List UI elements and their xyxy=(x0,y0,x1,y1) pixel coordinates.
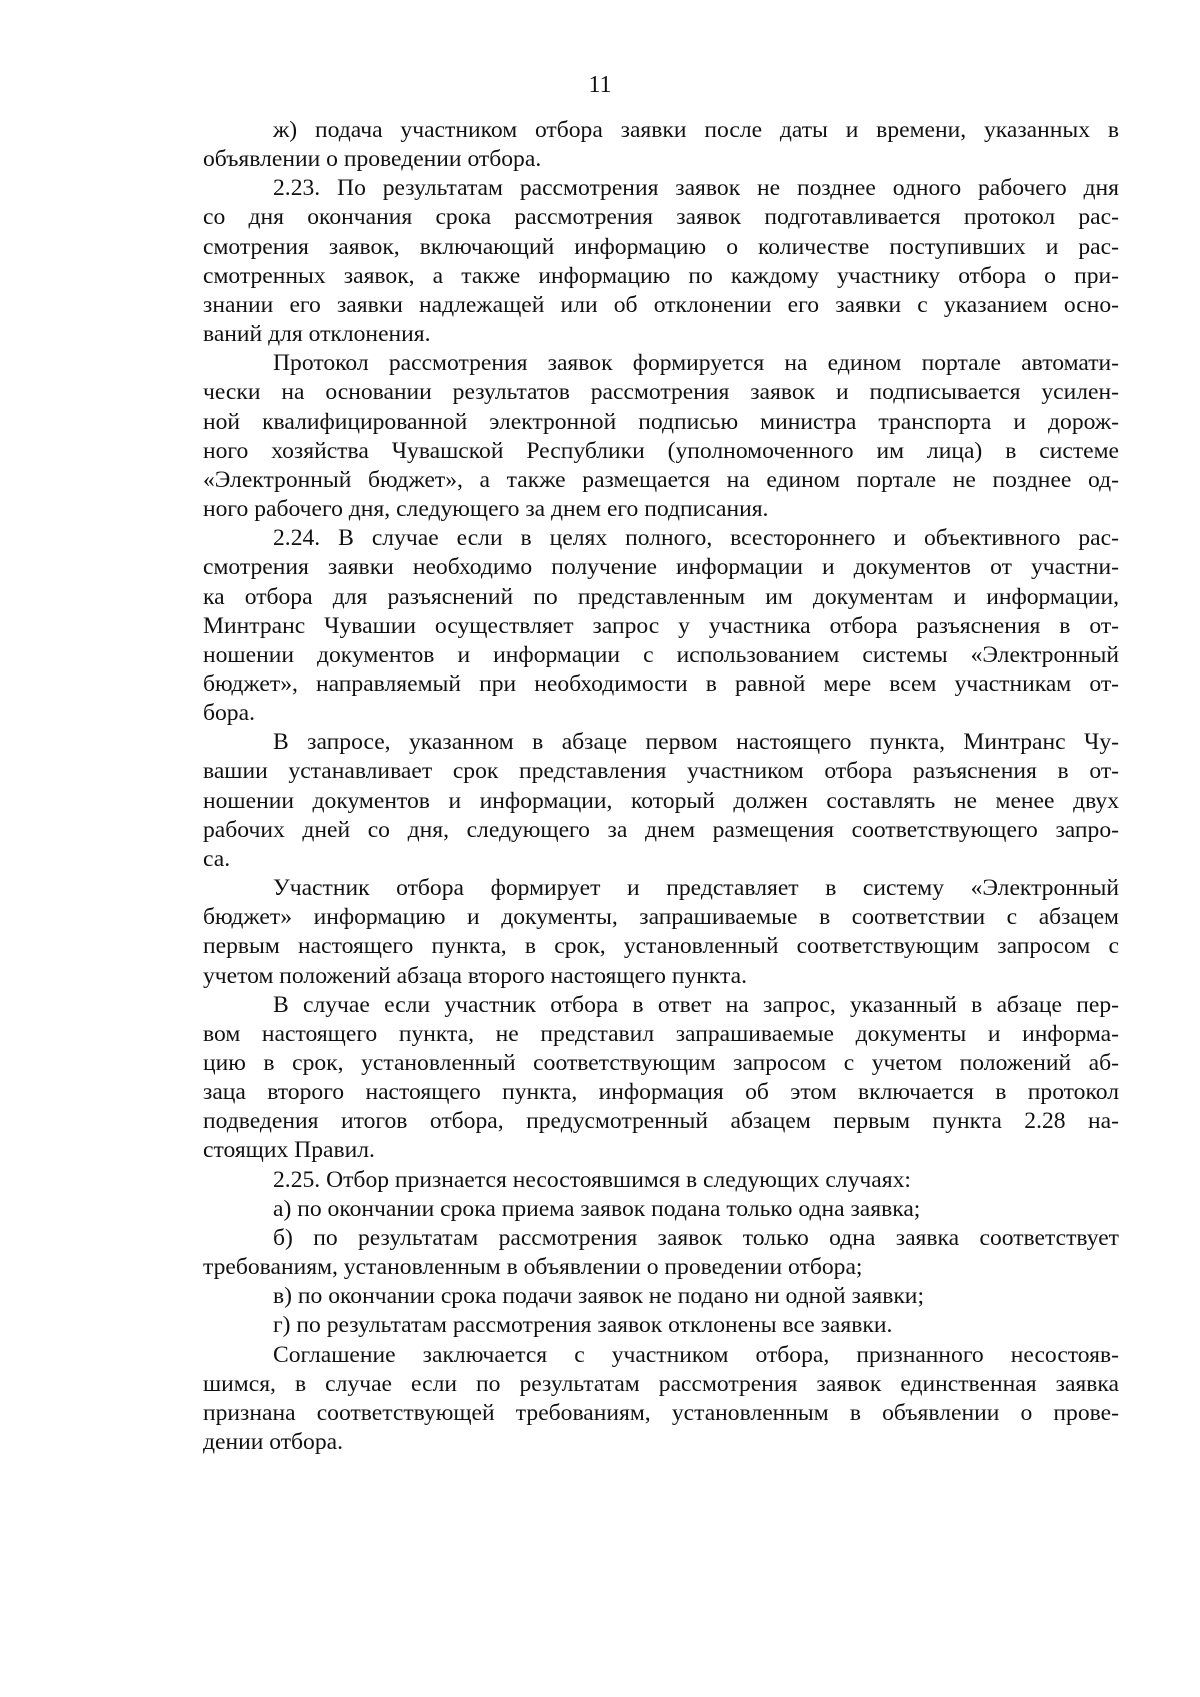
paragraph-line: Соглашение заключается с участником отбора, признанного несостояв- xyxy=(273,1341,1119,1368)
paragraph-line: 2.24. В случае если в целях полного, всестороннего и объективного рас- xyxy=(273,525,1119,552)
paragraph xyxy=(203,1166,1119,1195)
paragraph-line: ношении документов и информации, который должен составлять не менее двух xyxy=(203,787,1119,814)
paragraph-line: ной квалифицированной электронной подписью министра транспорта и дорож- xyxy=(203,408,1119,435)
paragraph-line: рабочих дней со дня, следующего за днем размещения соответствующего запро- xyxy=(203,816,1119,843)
paragraph-line: стоящих Правил. xyxy=(203,1137,375,1164)
paragraph-line: б) по результатам рассмотрения заявок только одна заявка соответствует xyxy=(273,1224,1119,1251)
page-number: 11 xyxy=(588,72,612,98)
paragraph-line: 2.23. По результатам рассмотрения заявок не позднее одного рабочего дня xyxy=(273,175,1119,202)
paragraph xyxy=(203,116,1119,174)
paragraph-line: вом настоящего пункта, не представил запрашиваемые документы и информа- xyxy=(203,1020,1119,1047)
paragraph xyxy=(203,524,1119,728)
paragraph-line: цию в срок, установленный соответствующим запросом с учетом положений аб- xyxy=(203,1050,1119,1076)
paragraph-line: смотрения заявки необходимо получение информации и документов от участни- xyxy=(203,554,1119,581)
paragraph-line: чески на основании результатов рассмотрения заявок и подписывается усилен- xyxy=(203,379,1119,406)
paragraph-line: требованиям, установленным в объявлении о проведении отбора; xyxy=(203,1254,863,1281)
paragraph-line: а) по окончании срока приема заявок подана только одна заявка; xyxy=(273,1195,921,1222)
paragraph-line: В случае если участник отбора в ответ на запрос, указанный в абзаце пер- xyxy=(273,991,1119,1018)
paragraph xyxy=(203,1282,1119,1311)
paragraph-line: шимся, в случае если по результатам рассмотрения заявок единственная заявка xyxy=(203,1370,1119,1397)
paragraph-line: В запросе, указанном в абзаце первом настоящего пункта, Минтранс Чу- xyxy=(273,729,1119,756)
paragraph-line: Минтранс Чувашии осуществляет запрос у участника отбора разъяснения в от- xyxy=(203,612,1119,639)
paragraph-line: «Электронный бюджет», а также размещается на едином портале не позднее од- xyxy=(203,466,1119,493)
paragraph-line: бюджет», направляемый при необходимости в равной мере всем участникам от- xyxy=(203,670,1119,697)
paragraph-line: первым настоящего пункта, в срок, установленный соответствующим запросом с xyxy=(203,933,1119,960)
paragraph-line: г) по результатам рассмотрения заявок отклонены все заявки. xyxy=(273,1312,893,1339)
paragraph-line: дении отбора. xyxy=(203,1429,344,1456)
paragraph xyxy=(203,174,1119,349)
paragraph-line: подведения итогов отбора, предусмотренный абзацем первым пункта 2.28 на- xyxy=(203,1108,1119,1135)
paragraph-line: ка отбора для разъяснений по представленным им документам и информации, xyxy=(203,583,1119,610)
paragraph xyxy=(203,1341,1119,1458)
paragraph-line: бора. xyxy=(203,700,255,727)
paragraph-line: признана соответствующей требованиям, установленным в объявлении о прове- xyxy=(203,1399,1119,1426)
paragraph xyxy=(203,728,1119,874)
paragraph-line: Протокол рассмотрения заявок формируется на едином портале автомати- xyxy=(273,350,1119,377)
paragraph-line: ваний для отклонения. xyxy=(203,321,431,348)
paragraph xyxy=(203,1195,1119,1224)
paragraph-line: в) по окончании срока подачи заявок не подано ни одной заявки; xyxy=(273,1283,924,1310)
paragraph-line: ного рабочего дня, следующего за днем его подписания. xyxy=(203,496,769,523)
paragraph-line: смотренных заявок, а также информацию по каждому участнику отбора о при- xyxy=(203,262,1119,289)
paragraph-line: ного хозяйства Чувашской Республики (уполномоченного им лица) в системе xyxy=(203,437,1119,464)
paragraph-line: ношении документов и информации с использованием системы «Электронный xyxy=(203,641,1119,668)
paragraph xyxy=(203,349,1119,524)
paragraph-line: объявлении о проведении отбора. xyxy=(203,146,542,173)
paragraph-line: ж) подача участником отбора заявки после даты и времени, указанных в xyxy=(273,117,1119,143)
paragraph-line: Участник отбора формирует и представляет в систему «Электронный xyxy=(273,875,1119,902)
paragraph xyxy=(203,1224,1119,1282)
paragraph-line: 2.25. Отбор признается несостоявшимся в следующих случаях: xyxy=(273,1166,911,1193)
paragraph-line: знании его заявки надлежащей или об отклонении его заявки с указанием осно- xyxy=(203,291,1119,318)
paragraph-line: бюджет» информацию и документы, запрашиваемые в соответствии с абзацем xyxy=(203,904,1119,931)
paragraph xyxy=(203,991,1119,1166)
document-body xyxy=(203,116,1119,1457)
paragraph-line: заца второго настоящего пункта, информация об этом включается в протокол xyxy=(203,1079,1119,1106)
paragraph xyxy=(203,1311,1119,1340)
paragraph-line: вашии устанавливает срок представления участником отбора разъяснения в от- xyxy=(203,758,1119,785)
paragraph-line: со дня окончания срока рассмотрения заявок подготавливается протокол рас- xyxy=(203,204,1119,231)
paragraph-line: учетом положений абзаца второго настоящего пункта. xyxy=(203,962,748,989)
paragraph xyxy=(203,874,1119,991)
paragraph-line: са. xyxy=(203,845,231,872)
paragraph-line: смотрения заявок, включающий информацию о количестве поступивших и рас- xyxy=(203,233,1119,260)
